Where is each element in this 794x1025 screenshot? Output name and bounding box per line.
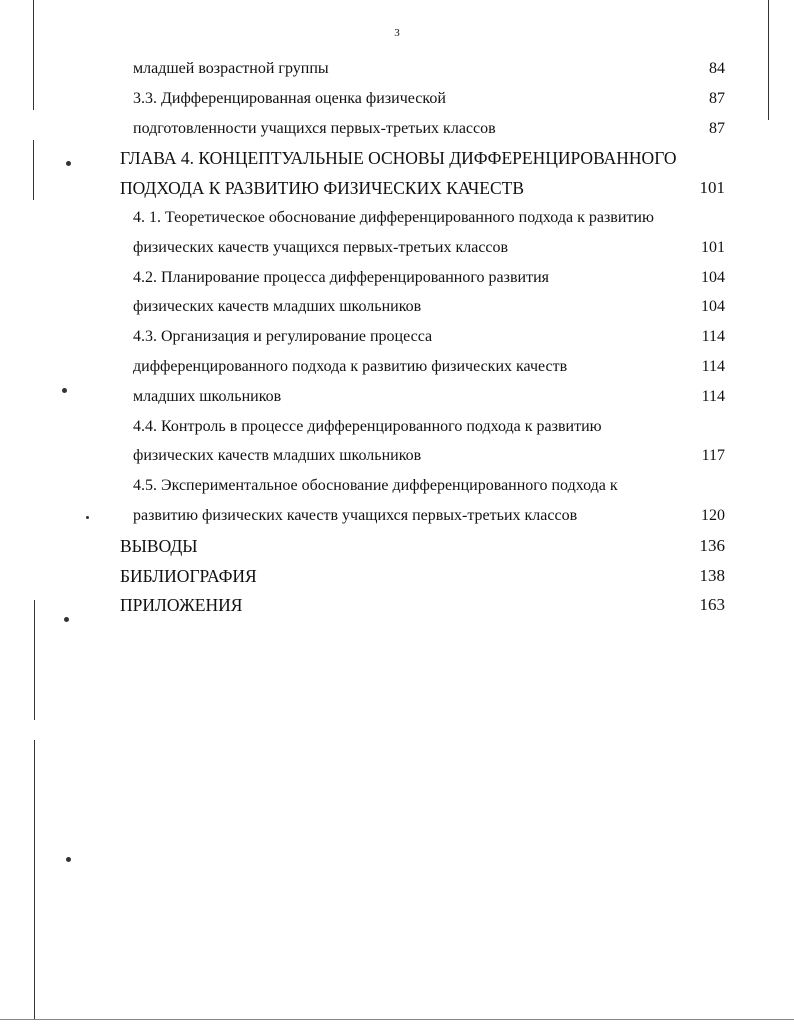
toc-entry-text: физических качеств младших школьников bbox=[133, 298, 422, 316]
toc-entry bbox=[0, 84, 725, 114]
toc-entry-text: 4.5. Экспериментальное обоснование дифференцированного подхода к bbox=[133, 477, 618, 495]
toc-entry bbox=[0, 173, 725, 203]
toc-entry-page: 163 bbox=[699, 595, 725, 615]
toc-entry-text: ВЫВОДЫ bbox=[120, 535, 198, 556]
table-of-contents bbox=[0, 54, 794, 624]
toc-entry-text: дифференцированного подхода к развитию физических качеств bbox=[133, 358, 568, 375]
toc-entry-text: подготовленности учащихся первых-третьих классов bbox=[133, 119, 496, 137]
toc-entry-text: младших школьников bbox=[133, 387, 282, 405]
toc-entry-page: 101 bbox=[699, 178, 725, 198]
toc-entry bbox=[0, 233, 725, 263]
toc-entry-page: 104 bbox=[701, 268, 725, 286]
scan-artifact bbox=[34, 740, 35, 1020]
toc-entry-page: 101 bbox=[701, 238, 725, 256]
toc-entry bbox=[0, 203, 725, 233]
toc-entry-page: 114 bbox=[701, 328, 725, 346]
scan-artifact bbox=[33, 140, 34, 200]
toc-entry bbox=[0, 412, 725, 442]
toc-entry bbox=[0, 54, 725, 84]
toc-entry-text: физических качеств младших школьников bbox=[133, 447, 422, 465]
scan-mark bbox=[66, 161, 71, 166]
toc-entry bbox=[0, 441, 725, 471]
scan-artifact bbox=[0, 1019, 794, 1020]
toc-entry-page: 84 bbox=[709, 60, 725, 77]
scan-mark bbox=[62, 388, 67, 393]
toc-entry-page: 120 bbox=[701, 507, 725, 524]
toc-entry bbox=[0, 322, 725, 352]
toc-entry-text: младшей возрастной группы bbox=[133, 60, 329, 77]
toc-entry-page: 136 bbox=[699, 535, 725, 555]
toc-entry-text: ПОДХОДА К РАЗВИТИЮ ФИЗИЧЕСКИХ КАЧЕСТВ bbox=[120, 178, 524, 199]
toc-entry-text: 4. 1. Теоретическое обоснование дифференцированного подхода к развитию bbox=[133, 209, 654, 226]
toc-entry-text: физических качеств учащихся первых-третьих классов bbox=[133, 238, 509, 256]
toc-entry bbox=[0, 263, 725, 293]
toc-entry bbox=[0, 292, 725, 322]
toc-entry-page: 114 bbox=[701, 387, 725, 405]
toc-entry-text: 3.3. Дифференцированная оценка физической bbox=[133, 89, 446, 107]
toc-entry bbox=[0, 561, 725, 591]
scan-artifact bbox=[33, 0, 34, 110]
scan-mark bbox=[86, 516, 89, 519]
toc-entry-page: 138 bbox=[699, 565, 725, 585]
toc-entry-text: ПРИЛОЖЕНИЯ bbox=[120, 595, 243, 616]
toc-entry bbox=[0, 114, 725, 144]
toc-entry-page: 117 bbox=[701, 447, 725, 465]
toc-entry-text: развитию физических качеств учащихся первых-третьих классов bbox=[133, 507, 578, 524]
toc-entry-page: 114 bbox=[701, 358, 725, 375]
toc-entry-page: 87 bbox=[709, 119, 725, 137]
toc-entry bbox=[0, 382, 725, 412]
scan-mark bbox=[64, 617, 69, 622]
toc-entry-text: 4.3. Организация и регулирование процесса bbox=[133, 328, 433, 346]
page-number: 3 bbox=[394, 27, 400, 39]
toc-entry bbox=[0, 143, 725, 173]
toc-entry bbox=[0, 352, 725, 382]
scan-mark bbox=[66, 857, 71, 862]
toc-entry bbox=[0, 501, 725, 531]
toc-entry-text: 4.4. Контроль в процессе дифференцированного подхода к развитию bbox=[133, 417, 602, 435]
toc-entry bbox=[0, 471, 725, 501]
toc-entry-text: ГЛАВА 4. КОНЦЕПТУАЛЬНЫЕ ОСНОВЫ ДИФФЕРЕНЦИРОВАННОГО bbox=[120, 148, 677, 169]
scan-artifact bbox=[768, 0, 769, 120]
toc-entry bbox=[0, 590, 725, 620]
toc-entry-page: 104 bbox=[701, 298, 725, 316]
scan-artifact bbox=[34, 600, 35, 720]
toc-entry-text: БИБЛИОГРАФИЯ bbox=[120, 565, 257, 586]
toc-entry bbox=[0, 531, 725, 561]
toc-entry-text: 4.2. Планирование процесса дифференцированного развития bbox=[133, 268, 549, 286]
toc-entry-page: 87 bbox=[709, 89, 725, 107]
